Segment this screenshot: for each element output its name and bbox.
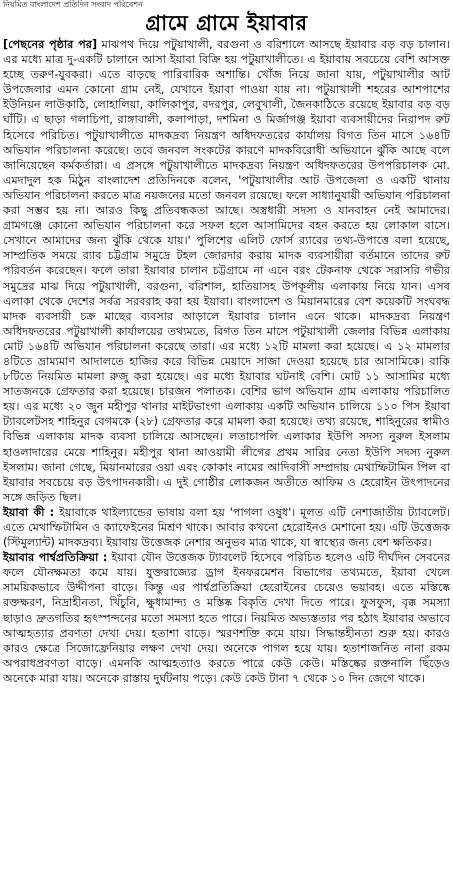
paragraph-2	[3, 505, 450, 550]
kicker: [পেছনের পৃষ্ঠার পর]	[3, 38, 98, 51]
paragraph-3-text: ইয়াবা যৌন উত্তেজক ট্যাবলেট হিসেবে পরিচিত হলেও এটি দীর্ঘদিন সেবনের ফলে যৌনক্ষমতা কমে যায়। যুক্তরাজ্যের ড্রাগ ইনফরমেশন বিভাগের তথ্যমতে, ইয়াবা খেলে সাময়িকভাবে উদ্দীপনা বাড়ে। কিন্তু এর পার্শ্বপ্রতিক্রিয়া হেরোইনের চেয়েও ভয়াবহ। এতে মস্তিষ্কে রক্তক্ষরণ, নিদ্রাহীনতা, খিঁচুনি, ক্ষুধামান্দ্য ও মস্তিষ্ক বিকৃতি দেখা দিতে পারে। ফুসফুস, বৃক্ক সমস্যা ছাড়াও দ্রুতগতির হৃৎস্পন্দনের মতো সমস্যা হতে পারে। নিয়মিত অভ্যস্ততার পর হঠাৎ ইয়াবার অভাবে আত্মহত্যার প্রবণতা দেখা দেয়। হতাশা বাড়ে। স্মরণশক্তি কমে যায়। সিদ্ধান্তহীনতা শুরু হয়। কারও কারও ক্ষেত্রে সিজোফ্রেনিয়ার লক্ষণ দেখা দেয়। অনেকে পাগল হয়ে যায়। হতাশাজনিত নানা রকম অপরাধপ্রবণতা বাড়ে। এমনকি আত্মহত্যাও করতে পারে কেউ কেউ। মস্তিষ্কের রক্তনালি ছিঁড়েও অনেকে মারা যায়। অনেকে রাস্তায় দুর্ঘটনায় পড়ে। কেউ কেউ টানা ৭ থেকে ১০ দিন জেগে থাকে।	[3, 551, 450, 685]
top-strip: নিয়মিত বাংলাদেশ প্রতিদিন সংবাদ পরিবেশন	[3, 0, 143, 9]
paragraph-1-text: মাঝপথ দিয়ে পটুয়াখালী, বরগুনা ও বরিশালে আসছে ইয়াবার বড় বড় চালান। এর মধ্যে মাত্র দু-একটি চালানে আসা ইয়াবা বিক্রি হয় পটুয়াখালীতে। এ ইয়াবায় সবচেয়ে বেশি আসক্ত হচ্ছে তরুণ-যুবকরা। এতে বাড়ছে পারিবারিক অশান্তি। খোঁজ নিয়ে জানা যায়, পটুয়াখালীর আট উপজেলার এমন কোনো গ্রাম নেই, যেখানে ইয়াবা পাওয়া যায় না। পটুয়াখালী শহরের আশপাশের ইউনিয়ন লাউকাঠি, লোহালিয়া, কালিকাপুর, বদরপুর, লেবুখালী, জৈনকাঠিতে রয়েছে ইয়াবার বড় বড় ঘাঁটি। এ ছাড়া গলাচিপা, রাঙ্গাবালী, কলাপাড়া, দশমিনা ও মির্জাগঞ্জ ইয়াবা ব্যবসায়ীদের নিরাপদ রুট হিসেবে পরিচিত। পটুয়াখালীতে মাদকদ্রব্য নিয়ন্ত্রণ অধিদফতরের কার্যালয় বিগত তিন মাসে ১৬৪টি অভিযান পরিচালনা করেছে। তবে জনবল সংকটের কারণে মাদকবিরোধী অভিযানে ঝুঁকি আছে বলে জানিয়েছেন কর্মকর্তারা। এ প্রসঙ্গে পটুয়াখালীতে মাদকদ্রব্য নিয়ন্ত্রণ অধিদফতরের উপপরিচালক মো. এমদাদুল হক মিঠুন বাংলাদেশ প্রতিদিনকে বলেন, 'পটুয়াখালীর আট উপজেলা ও একটি থানায় অভিযান পরিচালনা করতে মাত্র নয়জনের মতো জনবল রয়েছে। ফলে সাধ্যানুযায়ী অভিযান পরিচালনা করা সম্ভব হয় না। আরও কিছু প্রতিবন্ধকতা আছে। অস্ত্রধারী সদস্য ও যানবাহন নেই আমাদের। গ্রামগঞ্জে কোনো অভিযান পরিচালনা করে সফল হলে আসামিদের বহন করতে হয় লোকাল বাসে। সেখানে আমাদের জন্য ঝুঁকি থেকে যায়।' পুলিশের এলিট ফোর্স র‍্যাবের তথ্য-উপাত্তে বলা হয়েছে, সাম্প্রতিক সময়ে র‍্যাব চট্টগ্রাম সমুদ্রে টহল জোরদার করায় মাদক ব্যবসায়ীরা বর্তমানে তাদের রুট পরিবর্তন করেছেন। ফলে তারা ইয়াবার চালান চট্টগ্রামে না এনে বরং টেকনাফ থেকে সরাসরি গভীর সমুদ্রের মাঝ দিয়ে পটুয়াখালী, বরগুনা, বরিশাল, হাতিয়াসহ উপকূলীয় এলাকায় নিয়ে যান। এসব এলাকা থেকে দেশের সর্বত্র সরবরাহ করা হয় ইয়াবা। বাংলাদেশ ও মিয়ানমারের বেশ কয়েকটি সংঘবদ্ধ মাদক ব্যবসায়ী চক্র মাছের ব্যবসার আড়ালে ইয়াবার চালান এনে থাকে। মাদকদ্রব্য নিয়ন্ত্রণ অধিদফতরের পটুয়াখালী কার্যালয়ের তথ্যমতে, বিগত তিন মাসে পটুয়াখালী জেলার বিভিন্ন এলাকায় মোট ১৬৪টি অভিযান পরিচালনা করেছে তারা। এর মধ্যে ১২টি মামলা করা হয়েছে। এ ১২ মামলার ৪টিতে ভ্রাম্যমাণ আদালতে হাজির করে বিভিন্ন মেয়াদে সাজা দেওয়া হয়েছে চার আসামিকে। বাকি ৮টিতে নিয়মিত মামলা রুজু করা হয়েছে। এর মধ্যে ইয়াবার ঘটনাই বেশি। মোট ১১ আসামির মধ্যে সাতজনকে গ্রেফতার করা হয়েছে। চারজন পলাতক। বেশির ভাগ অভিযান গ্রাম এলাকায় পরিচালিত হয়। এর মধ্যে ২০ জুন মহীপুর থানার মাইটভাংগা এলাকায় একটি অভিযান চালিয়ে ১১০ পিস ইয়াবা ট্যাবলেটসহ শাহিনুর বেগমকে (২৮) গ্রেফতার করে মামলা করা হয়েছে। তথ্য রয়েছে, শাহিনুরের স্বামীও বিভিন্ন এলাকায় মাদক ব্যবসা চালিয়ে আসছেন। লতাচাপলি এলাকার ইউপি সদস্য নুরুল ইসলাম হাওলাদারের মেয়ে শাহিনুর। মহীপুর থানা আওয়ামী লীগের প্রথম সারির নেতা ইউপি সদস্য নুরুল ইসলাম। জানা গেছে, মিয়ানমারের ওয়া এবং কোকাং নামের আদিবাসী সম্প্রদায় মেথাম্ফিটামিন পিল বা ইয়াবার সবচেয়ে বড় উৎপাদনকারী। এ দুই গোষ্ঠীর লোকজন অতীতে আফিম ও হেরোইন উৎপাদনের সঙ্গে জড়িত ছিল।	[3, 38, 450, 504]
paragraph-1	[3, 37, 450, 505]
paragraph-2-text: ইয়াবাকে থাইল্যান্ডের ভাষায় বলা হয় 'পাগলা ওষুধ'। মূলত এটি নেশাজাতীয় ট্যাবলেট। এতে মেথাম্ফিটামিন ও ক্যাফেইনের মিশ্রণ থাকে। আবার কখনো হেরোইনও মেশানো হয়। এটি উত্তেজক (স্টিমুল্যান্ট) মাদকদ্রব্য। ইয়াবায় উত্তেজক নেশার অনুভব মাত্র থাকে, যা স্বাস্থ্যের জন্য বেশ ক্ষতিকর।	[3, 505, 450, 550]
subheading-what-is-yaba: ইয়াবা কী :	[3, 505, 55, 519]
article-body	[3, 37, 450, 686]
subheading-side-effects: ইয়াবার পার্শ্বপ্রতিক্রিয়া :	[3, 551, 108, 565]
paragraph-3	[3, 550, 450, 686]
article-headline: গ্রামে গ্রামে ইয়াবার	[145, 11, 308, 35]
